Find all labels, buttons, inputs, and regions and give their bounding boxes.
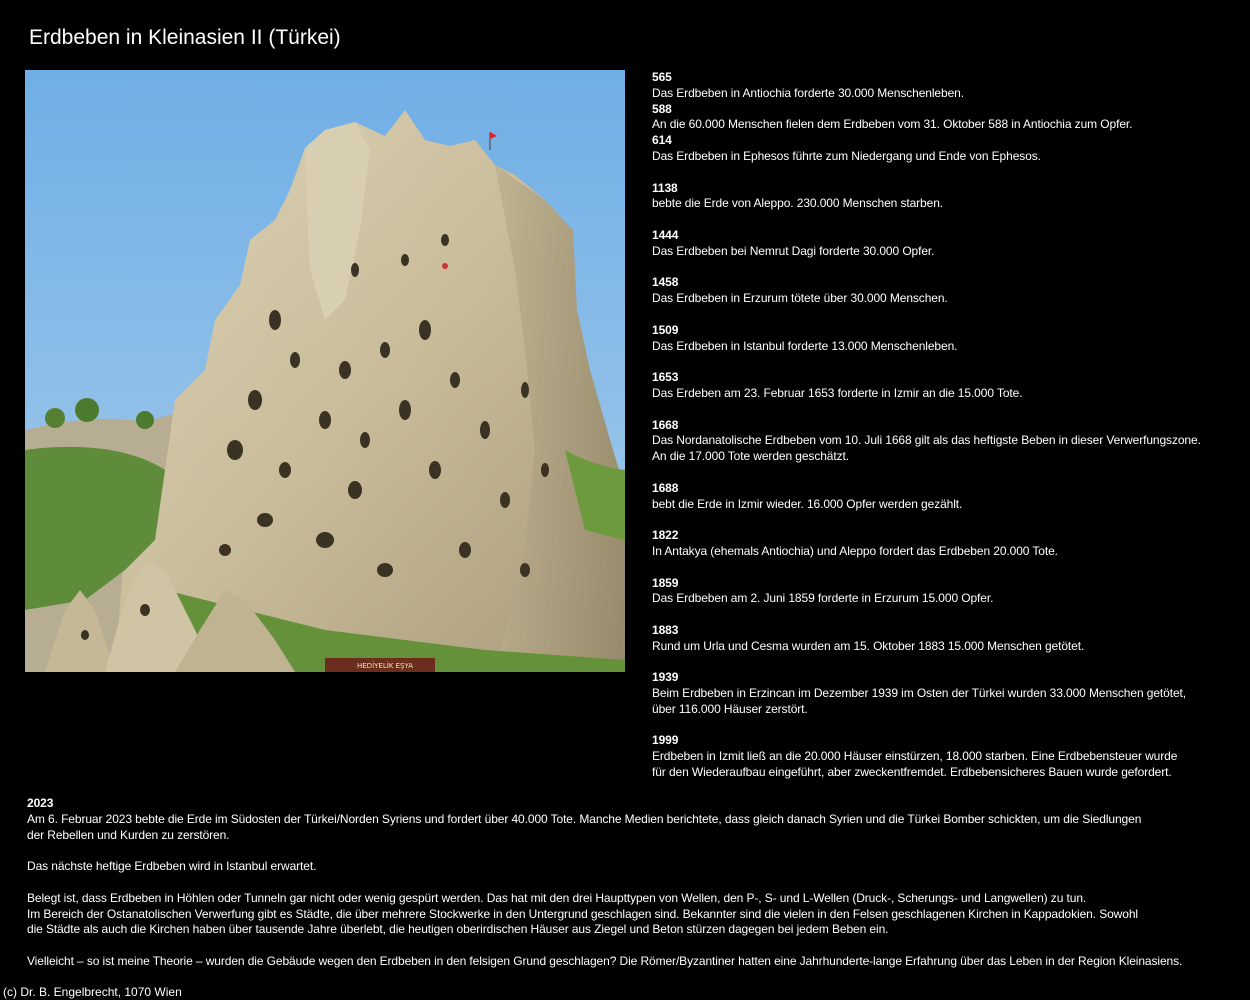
timeline-year: 565 [652,70,672,84]
timeline-year: 1859 [652,575,679,590]
timeline-text: bebt die Erde in Izmir wieder. 16.000 Opfer werden gezählt. [652,496,963,511]
timeline-year: 1509 [652,322,679,337]
timeline-entry [652,733,1232,780]
rock-castle-illustration [25,70,625,672]
timeline-entry [652,418,1232,465]
timeline-entry [652,576,1232,608]
earthquake-timeline [652,70,1232,781]
flowers [442,263,448,269]
timeline-entry [652,528,1232,560]
timeline-text: Das Erdbeben in Istanbul forderte 13.000 Menschenleben. [652,338,958,353]
timeline-text: Das Erdbeben am 2. Juni 1859 forderte in Erzurum 15.000 Opfer. [652,591,994,606]
page-title: Erdbeben in Kleinasien II (Türkei) [29,26,341,49]
timeline-entry [652,228,1232,260]
timeline-text: bebte die Erde von Aleppo. 230.000 Menschen starben. [652,196,944,211]
timeline-year: 1458 [652,275,679,290]
timeline-year: 1688 [652,480,679,495]
timeline-entry [652,133,1232,165]
timeline-text: Das Erdbeben in Erzurum tötete über 30.000 Menschen. [652,291,948,306]
timeline-year: 1444 [652,227,679,242]
bottom-text [27,796,1227,970]
rock-castle-photo [25,70,625,672]
timeline-text: In Antakya (ehemals Antiochia) und Aleppo fordert das Erdbeben 20.000 Tote. [652,543,1058,558]
timeline-entry [652,670,1232,717]
paragraph-istanbul: Das nächste heftige Erdbeben wird in Istanbul erwartet. [27,859,317,874]
tree [75,398,99,422]
paragraph-2023: Am 6. Februar 2023 bebte die Erde im Südosten der Türkei/Norden Syriens und fordert über 40.000 Tote. Manche Medien berichtete, dass gleich danach Syrien und die Türkei Bomber schickten, um die Siedlungen der Rebellen und Kurden zu zerstören. [27,811,1142,842]
timeline-text: An die 60.000 Menschen fielen dem Erdbeben vom 31. Oktober 588 in Antiochia zum Opfer. [652,117,1133,132]
copyright-footer: (c) Dr. B. Engelbrecht, 1070 Wien [3,985,182,999]
timeline-entry [652,275,1232,307]
timeline-year: 1653 [652,370,679,385]
timeline-text: Beim Erdbeben in Erzincan im Dezember 1939 im Osten der Türkei wurden 33.000 Menschen getötet, über 116.000 Häuser zerstört. [652,686,1186,716]
timeline-entry [652,370,1232,402]
souvenir-sign-text: HEDİYELİK EŞYA [357,662,414,670]
timeline-year: 1138 [652,180,678,195]
timeline-year: 1883 [652,622,679,637]
timeline-text: Rund um Urla und Cesma wurden am 15. Oktober 1883 15.000 Menschen getötet. [652,638,1085,653]
paragraph-theory: Vielleicht – so ist meine Theorie – wurden die Gebäude wegen den Erdbeben in den felsigen Grund geschlagen? Die Römer/Byzantiner hatten eine Jahrhunderte-lange Erfahrung über das Leben in der Region Kleinasiens. [27,953,1183,968]
timeline-entry [652,481,1232,513]
timeline-year: 1668 [652,417,679,432]
timeline-year: 588 [652,101,672,116]
timeline-year: 1939 [652,670,679,685]
tree [136,411,154,429]
tree [45,408,65,428]
timeline-entry [652,70,1232,102]
timeline-text: Das Erdbeben in Antiochia forderte 30.000 Menschenleben. [652,85,964,100]
timeline-text: Das Nordanatolische Erdbeben vom 10. Juli 1668 gilt als das heftigste Beben in dieser Verwerfungszone. An die 17.000 Tote werden geschätzt. [652,433,1201,464]
timeline-entry [652,181,1232,213]
timeline-year: 614 [652,133,672,148]
timeline-year: 1999 [652,733,679,748]
timeline-text: Das Erdbeben in Ephesos führte zum Niedergang und Ende von Ephesos. [652,148,1041,163]
timeline-text: Das Erdbeben bei Nemrut Dagi forderte 30.000 Opfer. [652,243,935,258]
timeline-entry [652,102,1232,134]
paragraph-caves: Belegt ist, dass Erdbeben in Höhlen oder Tunneln gar nicht oder wenig gespürt werden. Das hat mit den drei Haupttypen von Wellen, den P-, S- und L-Wellen (Druck-, Scherungs- und Langwellen) zu tun. Im Bereich der Ostanatolischen Verwerfung gibt es Städte, die über mehrere Stockwerke in den Untergrund geschlagen sind. Bekannter sind die vielen in den Felsen geschlagenen Kirchen in Kappadokien. Sowohl die Städte als auch die Kirchen haben über tausende Jahre überlebt, die heutigen oberirdischen Häuser aus Ziegel und Beton stürzen dagegen bei jedem Beben ein. [27,890,1138,937]
timeline-year: 1822 [652,528,679,543]
timeline-entry [652,323,1232,355]
timeline-text: Das Erdeben am 23. Februar 1653 forderte in Izmir an die 15.000 Tote. [652,385,1023,400]
timeline-entry [652,623,1232,655]
year-2023: 2023 [27,796,54,810]
timeline-text: Erdbeben in Izmit ließ an die 20.000 Häuser einstürzen, 18.000 starben. Eine Erdbebensteuer wurde für den Wiederaufbau eingeführt, aber zweckentfremdet. Erdbebensicheres Bauen wurde gefordert. [652,749,1178,780]
